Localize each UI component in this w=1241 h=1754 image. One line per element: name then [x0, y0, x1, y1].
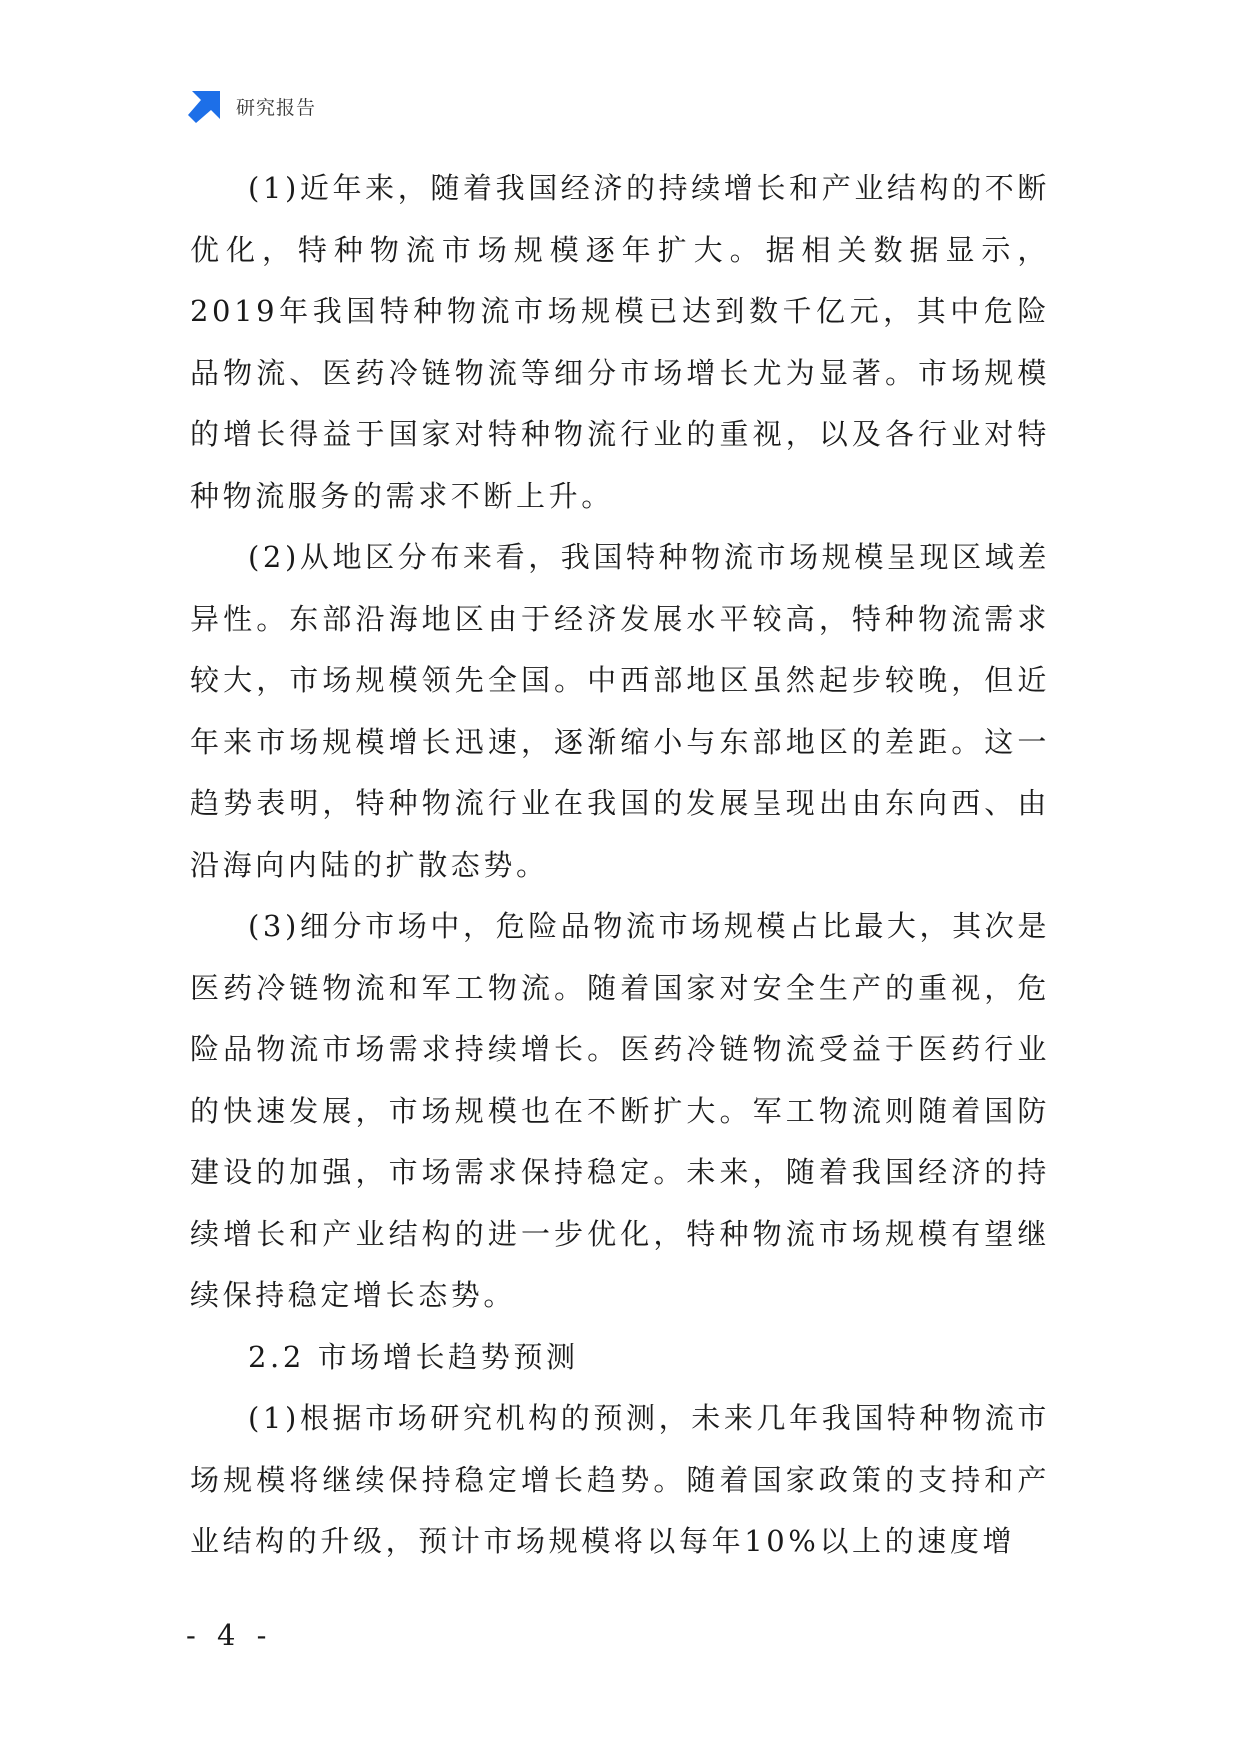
paragraph-2: (2)从地区分布来看，我国特种物流市场规模呈现区域差异性。东部沿海地区由于经济发展水平较高，特种物流需求较大，市场规模领先全国。中西部地区虽然起步较晚，但近年来市场规模增长迅速，逐渐缩小与东部地区的差距。这一趋势表明，特种物流行业在我国的发展呈现出由东向西、由沿海向内陆的扩散态势。: [190, 540, 1050, 882]
paragraph-3: (3)细分市场中，危险品物流市场规模占比最大，其次是医药冷链物流和军工物流。随着国家对安全生产的重视，危险品物流市场需求持续增长。医药冷链物流受益于医药行业的快速发展，市场规模也在不断扩大。军工物流则随着国防建设的加强，市场需求保持稳定。未来，随着我国经济的持续增长和产业结构的进一步优化，特种物流市场规模有望继续保持稳定增长态势。: [190, 909, 1050, 1312]
page-number: - 4 -: [186, 1618, 273, 1652]
paragraph-1: (1)近年来，随着我国经济的持续增长和产业结构的不断优化，特种物流市场规模逐年扩大。据相关数据显示，2019年我国特种物流市场规模已达到数千亿元，其中危险品物流、医药冷链物流等细分市场增长尤为显著。市场规模的增长得益于国家对特种物流行业的重视，以及各行业对特种物流服务的需求不断上升。: [190, 171, 1050, 513]
section-heading: 2.2 市场增长趋势预测: [248, 1339, 579, 1374]
page-header: [188, 88, 316, 124]
arrow-up-right-icon: [188, 89, 222, 123]
document-body: [190, 158, 1050, 1678]
paragraph-4: (1)根据市场研究机构的预测，未来几年我国特种物流市场规模将继续保持稳定增长趋势。随着国家政策的支持和产业结构的升级，预计市场规模将以每年10%以上的速度增: [190, 1401, 1050, 1558]
header-title: 研究报告: [236, 96, 317, 119]
